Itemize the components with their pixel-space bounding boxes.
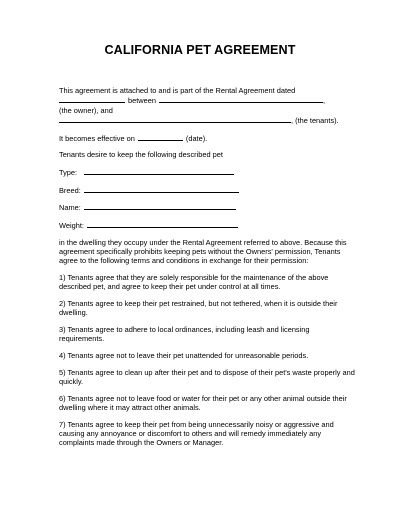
owner-name-blank[interactable]	[159, 95, 326, 106]
term-3: 3) Tenants agree to adhere to local ordinances, including leash and licensing requirements.	[59, 324, 310, 344]
type-blank[interactable]	[84, 167, 234, 175]
effective-suffix: (date).	[185, 133, 208, 143]
term-4: 4) Tenants agree not to leave their pet unattended for unreasonable periods.	[59, 350, 309, 360]
breed-label: Breed:	[59, 185, 81, 195]
document-title: CALIFORNIA PET AGREEMENT	[104, 43, 296, 57]
document-body	[59, 86, 355, 447]
term-1: 1) Tenants agree that they are solely responsible for the maintenance of the above described pet, and agree to keep their pet under control at all times.	[59, 272, 329, 292]
tenants-line	[59, 115, 355, 125]
between-text: between	[128, 96, 156, 106]
owner-label: (the owner), and	[59, 105, 113, 115]
comma-text: ,	[322, 96, 326, 106]
term-7: 7) Tenants agree to keep their pet from being unnecessarily noisy or aggressive and causing any annoyance or discomfort to others and will remedy immediately any complaints made through the Owners or Manager.	[59, 419, 334, 448]
type-label: Type:	[59, 167, 78, 177]
breed-field	[59, 185, 355, 195]
date-between-line	[59, 95, 355, 105]
date-blank[interactable]	[59, 95, 125, 103]
effective-date-blank[interactable]	[138, 133, 183, 141]
effective-prefix: It becomes effective on	[59, 133, 135, 143]
body-paragraph: in the dwelling they occupy under the Rental Agreement referred to above. Because this agreement specifically prohibits keeping pets without the Owners' permission, Tenants agree to the following terms and conditions in exchange for their permission:	[59, 237, 347, 266]
term-2: 2) Tenants agree to keep their pet restrained, but not tethered, when it is outside their dwelling.	[59, 298, 338, 318]
term-6: 6) Tenants agree not to leave food or water for their pet or any other animal outside their dwelling where it may attract other animals.	[59, 393, 347, 412]
intro-line: This agreement is attached to and is part of the Rental Agreement dated	[59, 86, 296, 95]
name-field	[59, 202, 355, 212]
weight-label: Weight:	[59, 221, 84, 231]
name-label: Name:	[59, 203, 81, 213]
effective-line	[59, 133, 355, 143]
name-blank[interactable]	[84, 202, 236, 210]
type-field	[59, 167, 355, 177]
weight-field	[59, 220, 355, 230]
breed-blank[interactable]	[84, 185, 239, 193]
term-5: 5) Tenants agree to clean up after their pet and to dispose of their pet's waste properly and quickly.	[59, 367, 355, 386]
pet-intro: Tenants desire to keep the following described pet	[59, 150, 223, 160]
tenants-label: , (the tenants).	[291, 115, 339, 125]
weight-blank[interactable]	[87, 220, 238, 228]
tenants-name-blank[interactable]	[59, 115, 291, 123]
